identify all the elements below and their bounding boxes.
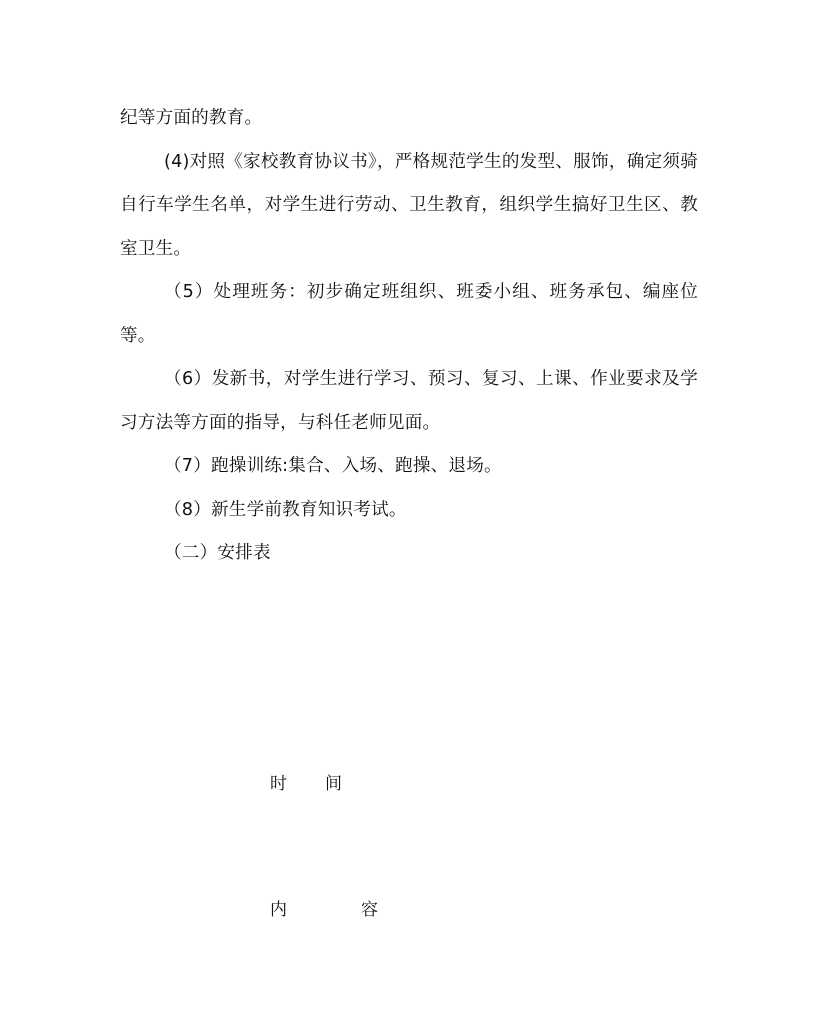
paragraph-item-7: （7）跑操训练:集合、入场、跑操、退场。 <box>164 456 502 476</box>
time-char-1: 时 <box>270 774 287 794</box>
section-heading-schedule: （二）安排表 <box>164 543 271 563</box>
content-char-2: 容 <box>361 900 378 920</box>
table-header-time <box>270 773 342 795</box>
paragraph-item-5: （5）处理班务：初步确定班组织、班委小组、班务承包、编座位等。 <box>120 282 698 346</box>
time-char-2: 间 <box>325 774 342 794</box>
table-header-content <box>270 899 378 921</box>
paragraph-continuation: 纪等方面的教育。 <box>120 108 263 128</box>
paragraph-item-4: (4)对照《家校教育协议书》，严格规范学生的发型、服饰，确定须骑自行车学生名单，对学生进行劳动、卫生教育，组织学生搞好卫生区、教室卫生。 <box>120 151 698 259</box>
paragraph-item-6: （6）发新书，对学生进行学习、预习、复习、上课、作业要求及学习方法等方面的指导，与科任老师见面。 <box>120 369 698 433</box>
document-body <box>120 97 698 576</box>
content-char-1: 内 <box>270 900 287 920</box>
paragraph-item-8: （8）新生学前教育知识考试。 <box>164 499 407 520</box>
